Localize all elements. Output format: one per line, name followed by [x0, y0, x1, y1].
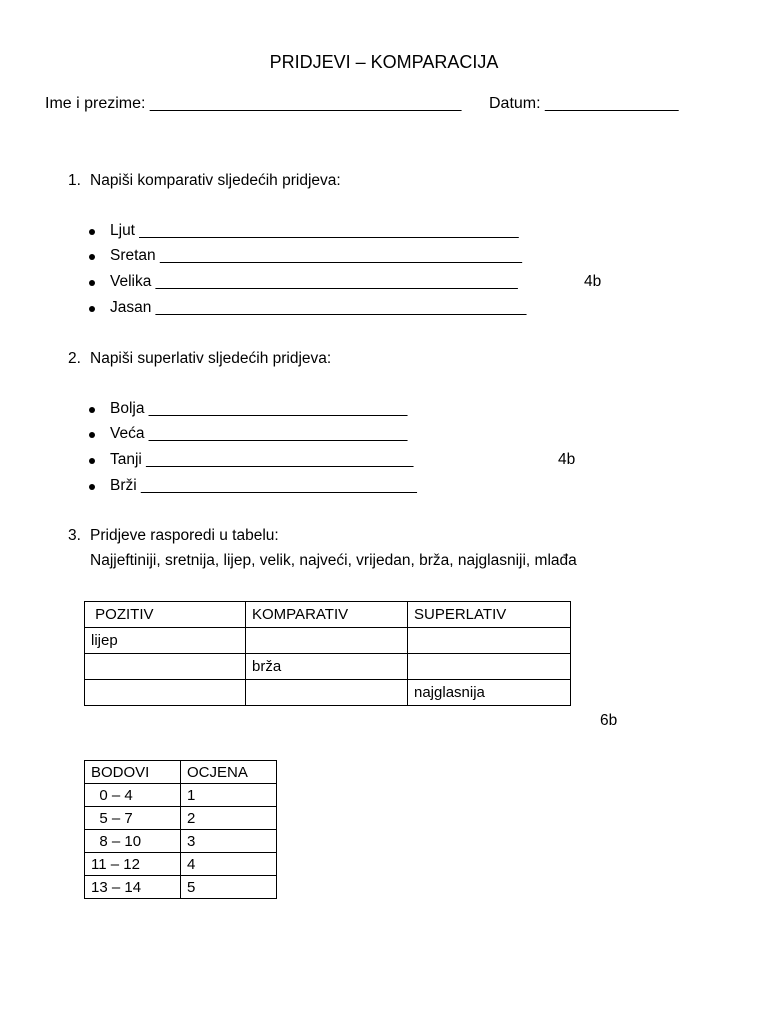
task1-number: 1.	[68, 172, 81, 189]
task1-item: Jasan ___________________________________________	[110, 299, 527, 316]
task2-item: Tanji _______________________________	[110, 451, 414, 468]
task2-item: Bolja ______________________________	[110, 400, 408, 417]
bullet-icon	[89, 484, 95, 490]
table-cell[interactable]: brža	[246, 654, 408, 680]
task2-item: Veća ______________________________	[110, 425, 408, 442]
bullet-icon	[89, 306, 95, 312]
table-row	[85, 807, 277, 830]
grade-value: 5	[181, 876, 277, 899]
table-cell[interactable]	[408, 628, 571, 654]
points-range: 11 – 12	[85, 853, 181, 876]
bullet-icon	[89, 280, 95, 286]
bullet-icon	[89, 432, 95, 438]
bullet-icon	[89, 407, 95, 413]
table-row	[85, 876, 277, 899]
task1-item: Sretan __________________________________________	[110, 247, 523, 264]
task3-instruction: Pridjeve rasporedi u tabelu:	[90, 527, 279, 544]
task2-number: 2.	[68, 350, 81, 367]
page-title: PRIDJEVI – KOMPARACIJA	[269, 52, 499, 72]
points-range: 0 – 4	[85, 784, 181, 807]
task3-word-list: Najjeftiniji, sretnija, lijep, velik, najveći, vrijedan, brža, najglasniji, mlađa	[90, 552, 577, 569]
task1-instruction: Napiši komparativ sljedećih pridjeva:	[90, 172, 341, 189]
header-pozitiv: POZITIV	[85, 602, 246, 628]
table-row	[85, 853, 277, 876]
table-row	[85, 784, 277, 807]
task3-number: 3.	[68, 527, 81, 544]
sorting-table	[84, 601, 571, 706]
header-komparativ: KOMPARATIV	[246, 602, 408, 628]
table-header-row	[85, 602, 571, 628]
task1-item: Ljut ____________________________________________	[110, 222, 519, 239]
grading-header-row	[85, 761, 277, 784]
table-cell[interactable]: lijep	[85, 628, 246, 654]
grade-value: 3	[181, 830, 277, 853]
table-cell[interactable]	[85, 654, 246, 680]
task2-item: Brži ________________________________	[110, 477, 417, 494]
task1-points: 4b	[584, 273, 602, 290]
bullet-icon	[89, 229, 95, 235]
task2-instruction: Napiši superlativ sljedećih pridjeva:	[90, 350, 332, 367]
table-cell[interactable]: najglasnija	[408, 680, 571, 706]
table-cell[interactable]	[85, 680, 246, 706]
table-cell[interactable]	[408, 654, 571, 680]
points-range: 5 – 7	[85, 807, 181, 830]
table-cell[interactable]	[246, 628, 408, 654]
grade-value: 2	[181, 807, 277, 830]
name-field-label: Ime i prezime: ___________________________________	[45, 95, 462, 112]
task2-points: 4b	[558, 451, 576, 468]
header-bodovi: BODOVI	[85, 761, 181, 784]
table-cell[interactable]	[246, 680, 408, 706]
bullet-icon	[89, 458, 95, 464]
header-ocjena: OCJENA	[181, 761, 277, 784]
grade-value: 4	[181, 853, 277, 876]
date-field-label: Datum: _______________	[489, 95, 679, 112]
task1-item: Velika __________________________________________	[110, 273, 518, 290]
header-superlativ: SUPERLATIV	[408, 602, 571, 628]
table-row	[85, 628, 571, 654]
points-range: 8 – 10	[85, 830, 181, 853]
table-row	[85, 830, 277, 853]
points-range: 13 – 14	[85, 876, 181, 899]
task3-points: 6b	[600, 712, 618, 729]
table-row	[85, 680, 571, 706]
table-row	[85, 654, 571, 680]
grade-value: 1	[181, 784, 277, 807]
grading-table	[84, 760, 277, 899]
bullet-icon	[89, 254, 95, 260]
